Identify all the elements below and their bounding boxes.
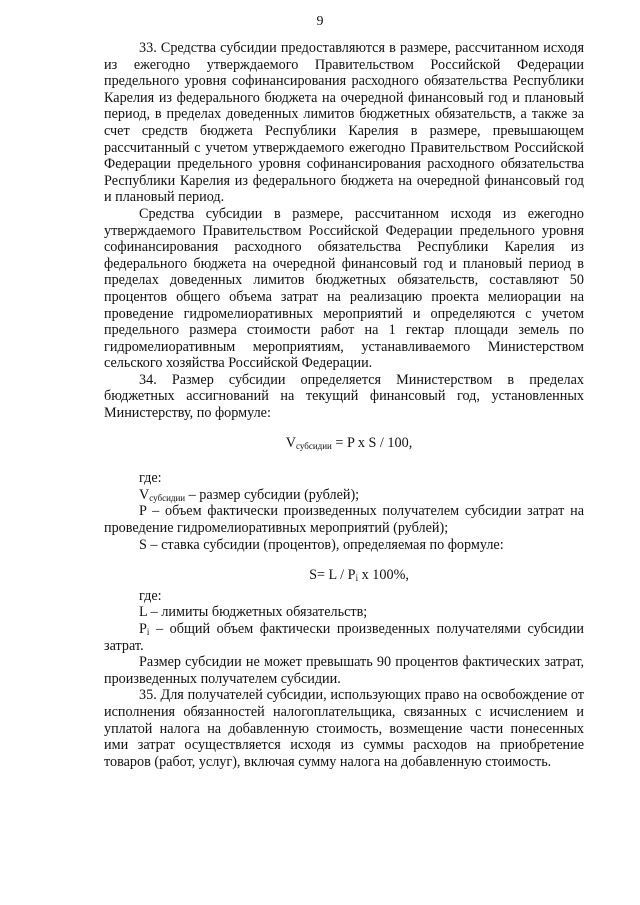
- definition-p: P – объем фактически произведенных получателем субсидии затрат на проведение гидромелиоративных мероприятий (рублей);: [104, 503, 584, 537]
- paragraph-33: 33. Средства субсидии предоставляются в размере, рассчитанном исходя из ежегодно утверждаемого Правительством Российской Федерации предельного уровня софинансирования расходного обязательства Республики Карелия из федерального бюджета на очередной финансовый год и плановый период, в пределах доведенных лимитов бюджетных обязательств, а также за счет средств бюджета Республики Карелия в размере, превышающем рассчитанный с учетом утверждаемого ежегодно Правительством Российской Федерации предельного уровня софинансирования расходного обязательства Республики Карелия из федерального бюджета на очередной финансовый год и плановый период.: [104, 40, 584, 206]
- where-label-1: где:: [139, 470, 162, 487]
- definition-v-text: – размер субсидии (рублей);: [185, 486, 360, 503]
- definition-v-subscript: субсидии: [149, 492, 186, 503]
- formula-rate-lhs: S= L / P: [309, 567, 356, 584]
- definition-pi: [104, 621, 584, 654]
- formula-subsidy-v-subscript: субсидии: [295, 440, 332, 451]
- paragraph-35: 35. Для получателей субсидии, использующих право на освобождение от исполнения обязанностей налогоплательщика, связанных с исчислением и уплатой налога на добавленную стоимость, возмещение части понесенных ими затрат осуществляется исходя из суммы расходов на приобретение товаров (работ, услуг), включая сумму налога на добавленную стоимость.: [104, 687, 584, 770]
- where-label-2: где:: [139, 587, 162, 604]
- definition-pi-symbol: P: [139, 621, 147, 637]
- definition-v-symbol: V: [139, 486, 150, 503]
- page-number: 9: [316, 14, 324, 29]
- paragraph-33-continued: Средства субсидии в размере, рассчитанном исходя из ежегодно утверждаемого Правительством Российской Федерации предельного уровня софинансирования расходного обязательства Республики Карелия из федерального бюджета на очередной финансовый год и плановый период в пределах доведенных лимитов бюджетных обязательств, составляют 50 процентов общего объема затрат на реализацию проекта мелиорации на проведение гидромелиоративных мероприятий и определяются с учетом предельного размера стоимости работ на 1 гектар площади земель по гидромелиоративным мероприятиям, устанавливаемого Министерством сельского хозяйства Российской Федерации.: [104, 205, 584, 372]
- subsidy-limit-paragraph: Размер субсидии не может превышать 90 процентов фактических затрат, произведенных получателем субсидии.: [104, 654, 584, 687]
- formula-rate-rhs: x 100%,: [358, 567, 409, 584]
- definition-pi-subscript: i: [146, 627, 150, 637]
- definition-pi-text: – общий объем фактически произведенных получателями субсидии затрат.: [104, 621, 584, 654]
- formula-subsidy-rhs: = P x S / 100,: [331, 434, 413, 451]
- definition-v: [104, 487, 584, 504]
- formula-rate: [104, 567, 584, 584]
- definition-l: L – лимиты бюджетных обязательств;: [139, 604, 368, 621]
- document-body: [104, 40, 584, 770]
- paragraph-34: 34. Размер субсидии определяется Министерством в пределах бюджетных ассигнований на текущий финансовый год, установленных Министерству, по формуле:: [104, 371, 584, 422]
- formula-rate-subscript: i: [355, 573, 359, 584]
- definition-s: S – ставка субсидии (процентов), определяемая по формуле:: [139, 536, 504, 553]
- formula-subsidy-v: V: [285, 434, 296, 451]
- formula-subsidy: [104, 435, 584, 452]
